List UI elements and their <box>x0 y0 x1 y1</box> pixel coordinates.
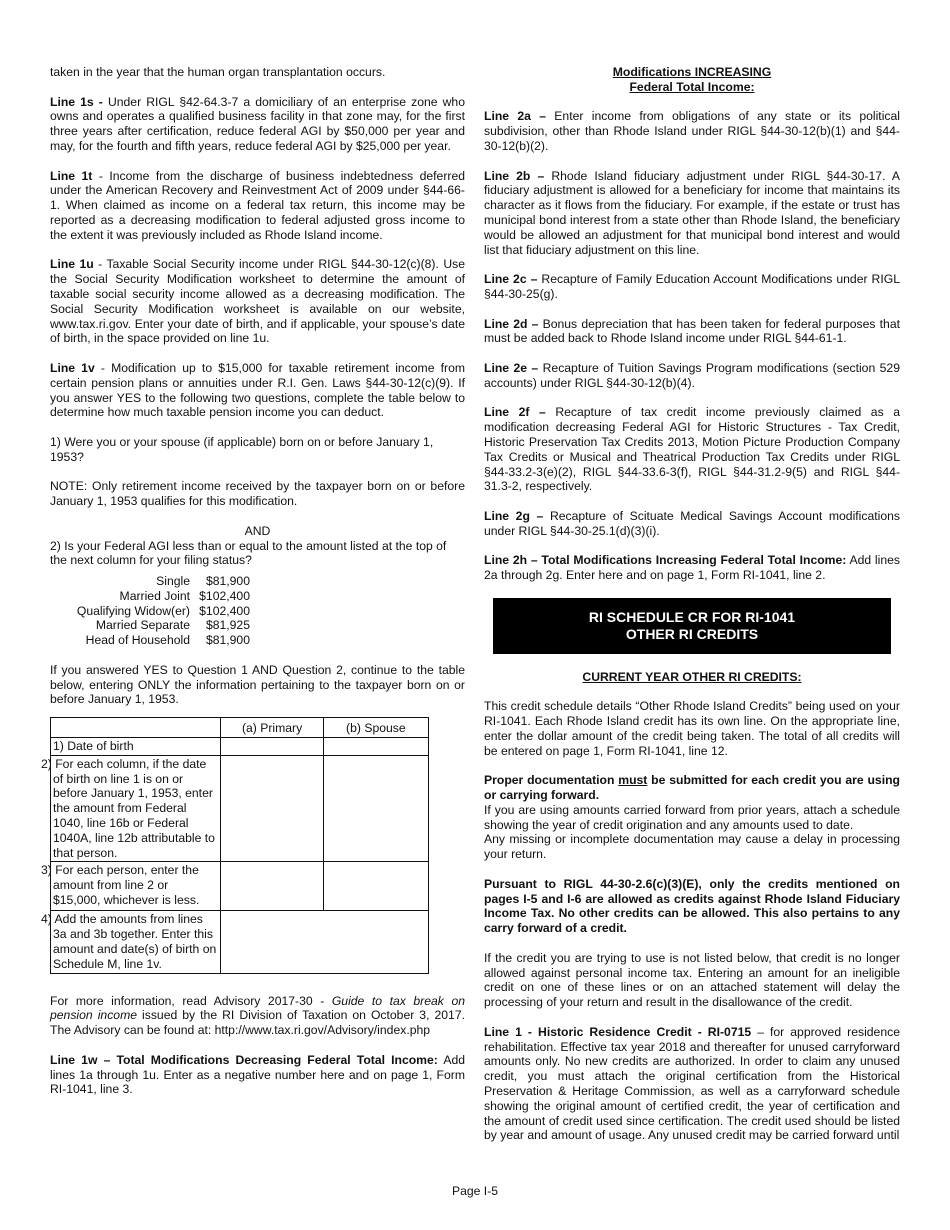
line-1t-label: Line 1t <box>50 168 93 183</box>
line-2g-paragraph: Line 2g – Recapture of Scituate Medical Savings Account modifications under RIGL §44-30-25.1(d)(3)(i). <box>484 508 900 538</box>
question-2: 2) Is your Federal AGI less than or equal to the amount listed at the top of the next column for your filing status? <box>50 538 447 568</box>
table-header-blank <box>51 718 221 738</box>
line-2e-paragraph: Line 2e – Recapture of Tuition Savings Program modifications (section 529 accounts) under RIGL §44-30-12(b)(4). <box>484 360 900 390</box>
pursuant-paragraph: Pursuant to RIGL 44-30-2.6(c)(3)(E), only the credits mentioned on pages I-5 and I-6 are allowed as credits against Rhode Island Fiduciary Income Tax. No other credits can be allowed. This also pertains to any carry forward of a credit. <box>484 876 900 936</box>
note-paragraph: NOTE: Only retirement income received by the taxpayer born on or before January 1, 1953 qualifies for this modification. <box>50 479 465 509</box>
schedule-paragraph: This credit schedule details “Other Rhode Island Credits” being used on your RI-1041. Each Rhode Island credit has its own line. On the appropriate line, enter the dollar amount of the credit being taken. The total of all credits will be entered on page 1, Form RI-1041, line 12. <box>484 699 900 758</box>
line-1v-label: Line 1v <box>50 360 95 375</box>
increasing-header: Modifications INCREASING Federal Total Income: <box>612 65 772 94</box>
line-2a-paragraph: Line 2a – Enter income from obligations of any state or its political subdivision, other than Rhode Island under RIGL §44-30-12(b)(1) and §44-30-12(b)(2). <box>484 109 900 153</box>
right-column <box>484 65 900 1158</box>
line-2b-paragraph: Line 2b – Rhode Island fiduciary adjustment under RIGL §44-30-17. A fiduciary adjustment is allowed for a beneficiary for income that maintains its character as it flows from the fiduciary. For example, if the estate or trust has municipal bond interest from a state other than Rhode Island, the beneficiary would be allowed an adjustment for that municipal bond interest and would list that fiduciary adjustment on this line. <box>484 168 901 257</box>
row-4-label: 4) Add the amounts from lines 3a and 3b together. Enter this amount and date(s) of birth on Schedule M, line 1v. <box>51 911 221 973</box>
not-listed-paragraph: If the credit you are trying to use is not listed below, that credit is no longer allowed against personal income tax. Entering an amount for an ineligible credit on one of these lines or on an attached statement will delay the processing of your return and result in the disallowance of the credit. <box>484 950 900 1010</box>
continue-paragraph: If you answered YES to Question 1 AND Question 2, continue to the table below, entering ONLY the information pertaining to the taxpayer born on or before January 1, 1953. <box>50 662 465 707</box>
spouse-line-3-field[interactable] <box>323 862 428 911</box>
line-1w-paragraph: Line 1w – Total Modifications Decreasing Federal Total Income: Add lines 1a through 1u. Enter as a negative number here and on page 1, Form RI-1041, line 3. <box>50 1052 465 1097</box>
line-4-total-field[interactable] <box>221 911 429 973</box>
line-1u-label: Line 1u <box>50 257 94 272</box>
line-1s-label: Line 1s - <box>50 94 103 109</box>
line-1-historic-paragraph: Line 1 - Historic Residence Credit - RI-0715 – for approved residence rehabilitation. Effective tax year 2018 and thereafter for unused carryforward amounts only. No new credits are authorized. In order to claim any unused credit, you must attach the original certification from the Historical Preservation & Heritage Commission, as well as a carryforward schedule showing the original amount of certified credit, the year of certification and the amount of credit used since certification. The credit used should be listed by year and amount of usage. Any unused credit may be carried forward until <box>484 1024 900 1143</box>
filing-status-row: Married Separate $81,925 <box>95 618 250 633</box>
filing-status-row: Qualifying Widow(er) $102,400 <box>76 603 250 618</box>
line-1w-label: Line 1w – Total Modifications Decreasing Federal Total Income: <box>50 1052 438 1067</box>
more-info-paragraph: For more information, read Advisory 2017-30 - Guide to tax break on pension income issued by the RI Division of Taxation on October 3, 2017. The Advisory can be found at: http://www.tax.ri.gov/Advisory/index.php <box>50 993 465 1038</box>
primary-line-3-field[interactable] <box>221 862 323 911</box>
row-2-label: 2) For each column, if the date of birth on line 1 is on or before January 1, 1953, enter the amount from Federal 1040, line 16b or Federal 1040A, line 12b attributable to that person. <box>51 755 221 862</box>
line-2h-paragraph: Line 2h – Total Modifications Increasing Federal Total Income: Add lines 2a through 2g. Enter here and on page 1, Form RI-1041, line 2. <box>484 553 900 583</box>
question-1: 1) Were you or your spouse (if applicable) born on or before January 1, 1953? <box>50 434 434 464</box>
line-2c-paragraph: Line 2c – Recapture of Family Education Account Modifications under RIGL §44-30-25(g). <box>484 272 900 301</box>
row-3-label: 3) For each person, enter the amount from line 2 or $15,000, whichever is less. <box>51 862 221 911</box>
line-1v-paragraph: Line 1v - Modification up to $15,000 for taxable retirement income from certain pension plans or annuities under R.I. Gen. Laws §44-30-12(c)(9). If you answer YES to the following two questions, complete the table below to determine how much taxable pension income you can deduct. <box>50 360 465 420</box>
line-1u-paragraph: Line 1u - Taxable Social Security income under RIGL §44-30-12(c)(8). Use the Social Security Modification worksheet to determine the amount of taxable social security income allowed as a decreasing modification. The Social Security Modification worksheet is available on our website, www.tax.ri.gov. Enter your date of birth, and if applicable, your spouse’s date of birth, in the space provided on line 1u. <box>50 257 465 346</box>
filing-status-list <box>50 574 250 648</box>
line-2f-paragraph: Line 2f – Recapture of tax credit income previously claimed as a modification decreasing Federal AGI for Historic Structures - Tax Credit, Historic Preservation Tax Credits 2013, Motion Picture Production Company Tax Credits or Musical and Theatrical Production Tax Credits under RIGL §44-33.2-3(e)(2), RIGL §44-33.6-3(f), RIGL §44-31.2-9(5) and RIGL §44-31.3-2, respectively. <box>484 405 900 494</box>
left-column <box>41 65 466 1112</box>
filing-status-row: Single $81,900 <box>156 574 250 589</box>
line-1s-paragraph: Line 1s - Under RIGL §42-64.3-7 a domiciliary of an enterprise zone who owns and operates a qualified business facility in that zone may, for the first three years after certification, reduce federal AGI by $50,000 per year and may, for the fourth and fifth years, reduce federal AGI by $25,000 per year. <box>50 94 465 153</box>
documentation-paragraph: Proper documentation must be submitted for each credit you are using or carrying forward. If you are using amounts carried forward from prior years, attach a schedule showing the year of credit origination and any amounts used to date. Any missing or incomplete documentation may cause a delay in processing your return. <box>484 773 900 862</box>
line-2d-paragraph: Line 2d – Bonus depreciation that has been taken for federal purposes that must be added back to Rhode Island income under RIGL §44-61-1. <box>484 316 901 346</box>
page-number: Page I-5 <box>451 1184 499 1198</box>
spouse-date-of-birth-field[interactable] <box>323 738 428 756</box>
column-header-primary: (a) Primary <box>221 718 323 738</box>
pension-modification-table <box>41 717 429 973</box>
column-header-spouse: (b) Spouse <box>323 718 428 738</box>
primary-line-2-field[interactable] <box>221 755 323 862</box>
and-label: AND <box>244 523 271 538</box>
current-year-credits-header: CURRENT YEAR OTHER RI CREDITS: <box>582 669 802 684</box>
intro-paragraph: taken in the year that the human organ transplantation occurs. <box>50 65 386 79</box>
filing-status-row: Head of Household $81,900 <box>85 633 250 648</box>
filing-status-row: Married Joint $102,400 <box>119 588 250 603</box>
primary-date-of-birth-field[interactable] <box>221 738 323 756</box>
spouse-line-2-field[interactable] <box>323 755 428 862</box>
line-1t-paragraph: Line 1t - Income from the discharge of business indebtedness deferred under the American Recovery and Reinvestment Act of 2009 under §44-66-1. When claimed as income on a federal tax return, this income may be reported as a decreasing modification to federal adjusted gross income to the extent it was previously included as Rhode Island income. <box>50 168 466 242</box>
row-date-of-birth-label: 1) Date of birth <box>51 738 221 756</box>
schedule-cr-banner: RI SCHEDULE CR FOR RI-1041 OTHER RI CREDITS <box>493 598 891 654</box>
